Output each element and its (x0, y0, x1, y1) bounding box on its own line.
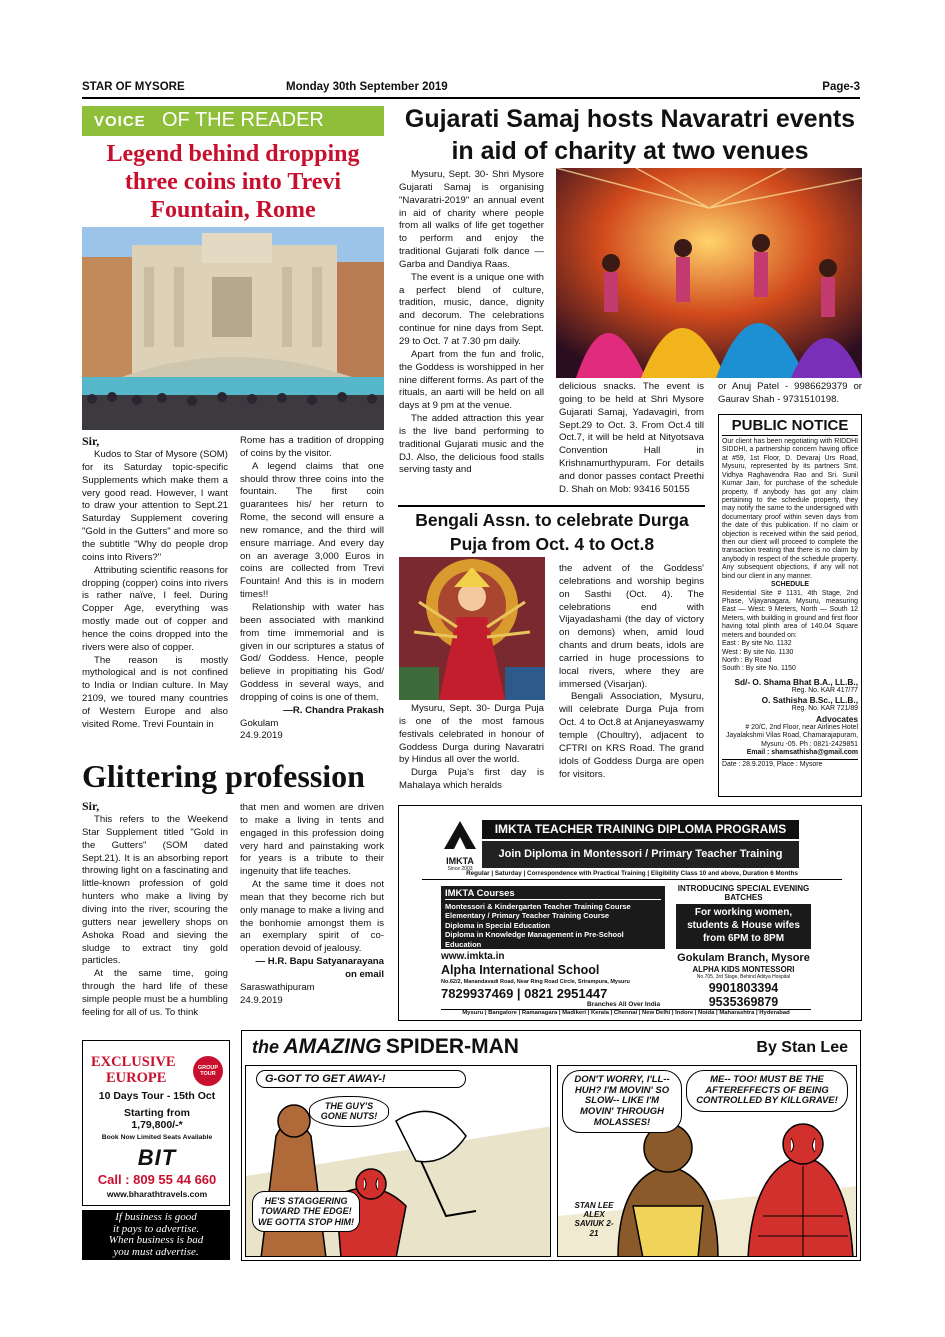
speech-bubble-2: THE GUY'S GONE NUTS! (309, 1096, 389, 1127)
imkta-courses-title: IMKTA Courses (445, 888, 661, 900)
imkta-phone-1: 9901803394 (708, 981, 779, 995)
europe-price: 1,79,800/-* (131, 1119, 183, 1131)
europe-title-1: EXCLUSIVE (91, 1054, 176, 1070)
bengali-col1 (399, 703, 544, 793)
notice-reg-2: Reg. No. KAR 721/89 (791, 705, 858, 713)
glitter-place: Saraswathipuram (240, 981, 315, 993)
trevi-letter-col2 (240, 435, 384, 743)
trevi-para: A legend claims that one should throw three coins into the fountain. The first coin guarantees his/ her return to Rome, the second will ensure a new romance, and the third will ensure marriage. And every day on an average 3,000 Euros in coins are collected from Trevi Fountain! And this is in modern times!! (240, 460, 384, 601)
garba-dance-photo (556, 168, 862, 378)
notice-signatory-1: Sd/- O. Shama Bhat B.A., LL.B., (734, 676, 858, 687)
notice-body: Our client has been negotiating with RIDDHI SIDDHI, a partnership concern having office at #59, 1st Floor, D. Devaraj Urs Road, Mysuru, represented by its partners Smt. Vidhya Raghavendra Rao and Sri. Sunil Kumar Jain, for purchase of the schedule property. If anybody has got any claim pertaining to the schedule property, they may notify the same to the undersigned with documentary proof within seven days from the date of this publication. If no claim or objection is received within the said period, then our client will proceed to complete the transaction treating that there is no claim by anybody in respect of the schedule property. Any subsequent objections, if any will not bind our client in any manner. (722, 438, 858, 580)
trevi-date: 24.9.2019 (240, 730, 283, 742)
comic-title-pre: the (252, 1037, 279, 1057)
europe-starting: Starting from (124, 1107, 190, 1119)
europe-call: Call : 809 55 44 660 (97, 1172, 217, 1187)
glitter-signature: — H.R. Bapu Satyanarayana (255, 956, 384, 968)
trevi-place: Gokulam (240, 717, 279, 729)
gujarati-col3 (718, 381, 862, 407)
speech-bubble-5: ME-- TOO! MUST BE THE AFTEREFFECTS OF BEING CONTROLLED BY KILLGRAVE! (686, 1070, 848, 1112)
gujarati-col1 (399, 169, 544, 477)
europe-website: www.bharathtravels.com (106, 1189, 208, 1199)
gujarati-para: The added attraction this year is the live band performing to traditional Gujarati music and the DJ. Also, the delicious food stalls serving tasty and (399, 413, 544, 476)
trevi-para: Relationship with water has been associated with mankind from time immemorial and is given in our scriptures a status of God/ Goddess. Hence, people believe in propitiating his God/ Goddess in several ways, and dropping of coins is one of them. (240, 601, 384, 703)
comic-title-amazing: AMAZING (283, 1035, 382, 1058)
comic-title (252, 1035, 519, 1059)
voice-banner (82, 106, 384, 136)
imkta-title: IMKTA TEACHER TRAINING DIPLOMA PROGRAMS (482, 820, 799, 839)
imkta-introducing: INTRODUCING SPECIAL EVENING BATCHES (677, 884, 810, 902)
imkta-school-address: No.62/2, Manandavadi Road, Near Ring Road Circle, Srirampura, Mysuru (441, 979, 630, 985)
imkta-course: Montessori & Kindergarten Teacher Training Course (445, 902, 631, 911)
trevi-para: Rome has a tradition of dropping of coins by the visitor. (240, 435, 384, 459)
page-number: Page-3 (822, 81, 860, 93)
bit-logo: BIT (137, 1145, 177, 1170)
imkta-gokulam-branch: Gokulam Branch, Mysore (677, 952, 810, 964)
gujarati-para: The event is a unique one with a perfect blend of culture, tradition, music, dance, dignity and decorum. The celebrations continue for nine days from Sept. 29 to Oct. 7 at 7.30 pm daily. (399, 271, 544, 347)
glitter-letter-col2 (240, 802, 384, 1008)
trevi-fountain-photo (82, 227, 384, 430)
speech-bubble-1: G-GOT TO GET AWAY-! (256, 1070, 466, 1088)
trevi-signature: —R. Chandra Prakash (283, 704, 384, 716)
glitter-para: that men and women are driven to make a living in tents and engaged in this profession doing very hard and painstaking work for years is a tribute to their ingenuity that life teaches. (240, 802, 384, 878)
trevi-para: The reason is mostly mythological and is not confined to India or Indian culture. In May 2109, we toured many countries of Western Europe and also visited Rome. Trevi Fountain in (82, 654, 228, 730)
gujarati-col2 (559, 381, 704, 497)
glitter-para: At the same time, going through the hard life of these simple people must be a humbling feeling for all of us. To think (82, 968, 228, 1018)
glitter-date: 24.9.2019 (240, 994, 283, 1006)
slogan-line: it pays to advertise. (112, 1222, 200, 1235)
bengali-col2 (559, 563, 704, 781)
issue-date: Monday 30th September 2019 (286, 81, 448, 93)
speech-bubble-4: DON'T WORRY, I'LL-- HUH? I'M MOVIN' SO SLOW-- LIKE I'M MOVIN' THROUGH MOLASSES! (562, 1070, 682, 1133)
gujarati-para: delicious snacks. The event is going to be held at Shri Mysore Gujarati Samaj, Yadavagiri, from Sept.29 to Oct. 3. From Oct.4 till Oct.7, it will be held at Nityotsava Convention Hall in Krishnamurthypuram. For details and donor passes contact Preethi D. Shah on Mob: 93416 50155 (559, 381, 704, 495)
trevi-para: Attributing scientific reasons for dropping (copper) coins into rivers is rather naïve, I feel. During Copper Age, everything was mostly made out of copper and hence the coins dropped into the rivers were also of copper. (82, 564, 228, 653)
glitter-letter-col1 (82, 798, 228, 1020)
masthead-rule (82, 97, 860, 99)
paper-name: STAR OF MYSORE (82, 81, 185, 93)
glitter-para: At the same time it does not mean that they become rich but only manage to make a living and the bonhomie amongst them is an exemplary spirit of co-operation devoid of jealousy. (240, 879, 384, 955)
notice-signatory-2: O. Sathisha B.Sc., LL.B., (761, 695, 858, 706)
gujarati-para: or Anuj Patel - 9986629379 or Gaurav Shah - 9731510198. (718, 381, 862, 405)
comic-byline: By Stan Lee (756, 1039, 848, 1056)
comic-panel-2 (557, 1065, 857, 1257)
imkta-phone-2: 9535369879 (708, 995, 779, 1009)
europe-tour: 10 Days Tour - 15th Oct (98, 1090, 216, 1102)
notice-reg-1: Reg. No. KAR 417/77 (791, 686, 858, 694)
europe-title-2: EUROPE (106, 1070, 167, 1086)
notice-schedule: Residential Site # 1131, 4th Stage, 2nd Phase, Vijayanagara, Mysuru, measuring East — West: 9 Meters, North — South 12 Meters, with building in ground and first floor having total plinth area of 140.04 Square meters and bounded on: (722, 589, 858, 639)
notice-schedule-title: SCHEDULE (771, 581, 809, 589)
comic-panel-1 (245, 1065, 551, 1257)
notice-bound: East : By site No. 1132 (722, 640, 792, 648)
slogan-line: When business is bad (108, 1234, 204, 1247)
imkta-course: Diploma in Special Education (445, 920, 551, 930)
trevi-para: Kudos to Star of Mysore (SOM) for its Saturday topic-specific Supplements which make them a very good read. However, I want to draw your attention to Sept.21 Saturday Supplement covering "Gold in the Gutters" and more so the subtitle "Why do people drop coins into Rivers?" (82, 449, 228, 563)
imkta-courses-box (441, 886, 665, 949)
slogan-line: If business is good (115, 1211, 197, 1223)
voice-tag: VOICE (94, 113, 146, 130)
imkta-logo (440, 819, 480, 872)
gujarati-headline: Gujarati Samaj hosts Navaratri events in aid of charity at two venues (404, 105, 856, 165)
imkta-course: Diploma in Knowledge Management in Pre-School Education (445, 930, 624, 949)
notice-advocates: Advocates (816, 713, 858, 724)
notice-bound: South : By site No. 1150 (722, 665, 796, 673)
notice-title: PUBLIC NOTICE (722, 417, 858, 436)
notice-bound: North : By Road (722, 656, 772, 664)
imkta-school: Alpha International School (441, 963, 600, 977)
imkta-subtitle: Join Diploma in Montessori / Primary Teacher Training (482, 841, 799, 868)
imkta-evening-box: For working women, students & House wifes from 6PM to 8PM (676, 904, 811, 949)
bengali-para: Mysuru, Sept. 30- Durga Puja is one of the most famous festivals celebrated in honour of Goddess Durga during Navaratri by Hindus all over the world. (399, 703, 544, 766)
bengali-para: Bengali Association, Mysuru, will celebrate Durga Puja from Oct. 4 to Oct.8 at Anjaneyaswamy temple (Choultry), adjacent to CFTRI on KRS Road. The grand idols of Goddess Durga are open for visitors. (559, 691, 704, 780)
notice-date: Date : 28.9.2019, Place : Mysore (722, 759, 858, 769)
imkta-ad (398, 805, 862, 1021)
gujarati-para: Apart from the fun and frolic, the Goddess is worshipped in her nine different forms. As part of the rituals, an aarti will be held on all days at 9 pm at the venue. (399, 348, 544, 412)
gujarati-para: Mysuru, Sept. 30- Shri Mysore Gujarati Samaj is organising "Navaratri-2019" an annual event in aid of charity where people from all walks of life get together to perform and enjoy the traditional Gujarati folk dance — Garba and Dandiya Raas. (399, 169, 544, 270)
europe-book: Book Now Limited Seats Available (101, 1134, 213, 1141)
group-tour-badge: GROUP TOUR (193, 1056, 223, 1086)
glitter-para: This refers to the Weekend Star Supplement titled "Gold in the Gutters" (SOM dated Sept.21). It is an absorbing report throwing light on a fascinating and little-known profession of gold hunters who make a living by diving into the river, scouring the gutters near jewellery shops on Ashoka Road and sieving the sludge to extract tiny gold particles. (82, 814, 228, 967)
imkta-logo-text: IMKTA (446, 856, 474, 866)
notice-address: # 20/C, 2nd Floor, near Airlines Hotel Jayalakshmi Vilas Road, Chamarajapuram, Mysuru -05. Ph : 0821-2429851 (725, 723, 858, 748)
imkta-alpha-kids: ALPHA KIDS MONTESSORI (692, 965, 795, 974)
bengali-headline: Bengali Assn. to celebrate Durga Puja from Oct. 4 to Oct.8 (415, 510, 689, 554)
imkta-phones: 7829937469 | 0821 2951447 (441, 986, 608, 1001)
imkta-cities: Mysuru | Bangalore | Ramanagara | Madikeri | Kerala | Chennai | New Delhi | Indore | Noida | Maharashtra | Hyderabad (441, 1009, 811, 1016)
durga-idol-photo (399, 557, 545, 700)
trevi-salutation: Sir, (82, 434, 100, 448)
imkta-branches-all: Branches All Over India (587, 1001, 661, 1008)
speech-bubble-3: HE'S STAGGERING TOWARD THE EDGE! WE GOTTA STOP HIM! (252, 1191, 360, 1232)
imkta-regular: Regular | Saturday | Correspondence with Practical Training | Eligibility Class 10 and above, Duration 6 Months (422, 870, 842, 880)
gujarati-rule (398, 505, 705, 507)
comic-strip (241, 1030, 861, 1261)
imkta-website: www.imkta.in (441, 951, 505, 962)
imkta-course: Elementary / Primary Teacher Training Course (445, 911, 610, 921)
slogan-line: you must advertise. (113, 1245, 199, 1258)
public-notice (718, 414, 862, 797)
trevi-headline: Legend behind dropping three coins into Trevi Fountain, Rome (106, 141, 360, 223)
trevi-letter-col1 (82, 433, 228, 732)
glitter-salutation: Sir, (82, 799, 100, 813)
masthead (82, 80, 860, 98)
imkta-logo-icon (440, 819, 480, 851)
notice-email: Email : shamsathisha@gmail.com (746, 748, 858, 756)
europe-ad (82, 1040, 230, 1206)
glitter-headline: Glittering profession (82, 758, 365, 794)
glitter-signature-via: on email (345, 968, 384, 980)
comic-title-main: SPIDER-MAN (385, 1035, 519, 1058)
bengali-para: the advent of the Goddess' celebrations and worship begins on Sasthi (Oct. 4). The celebrations end with Vijayadashami (the day of victory on demons) when, amid loud chants and drum beats, idols are carried in huge processions to local rivers, where they are immersed (Visarjan). (559, 563, 704, 690)
comic-credits: STAN LEE ALEX SAVIUK 2-21 (574, 1201, 614, 1238)
notice-bound: West : By site No. 1130 (722, 648, 794, 656)
imkta-since: Since 2003 (447, 866, 473, 872)
bengali-para: Durga Puja's first day is Mahalaya which heralds (399, 767, 544, 792)
reader-tag: OF THE READER (162, 109, 324, 131)
advertise-slogan (82, 1210, 230, 1260)
imkta-branch-address: No.705, 3rd Stage, Behind Aditya Hospital (696, 974, 791, 980)
